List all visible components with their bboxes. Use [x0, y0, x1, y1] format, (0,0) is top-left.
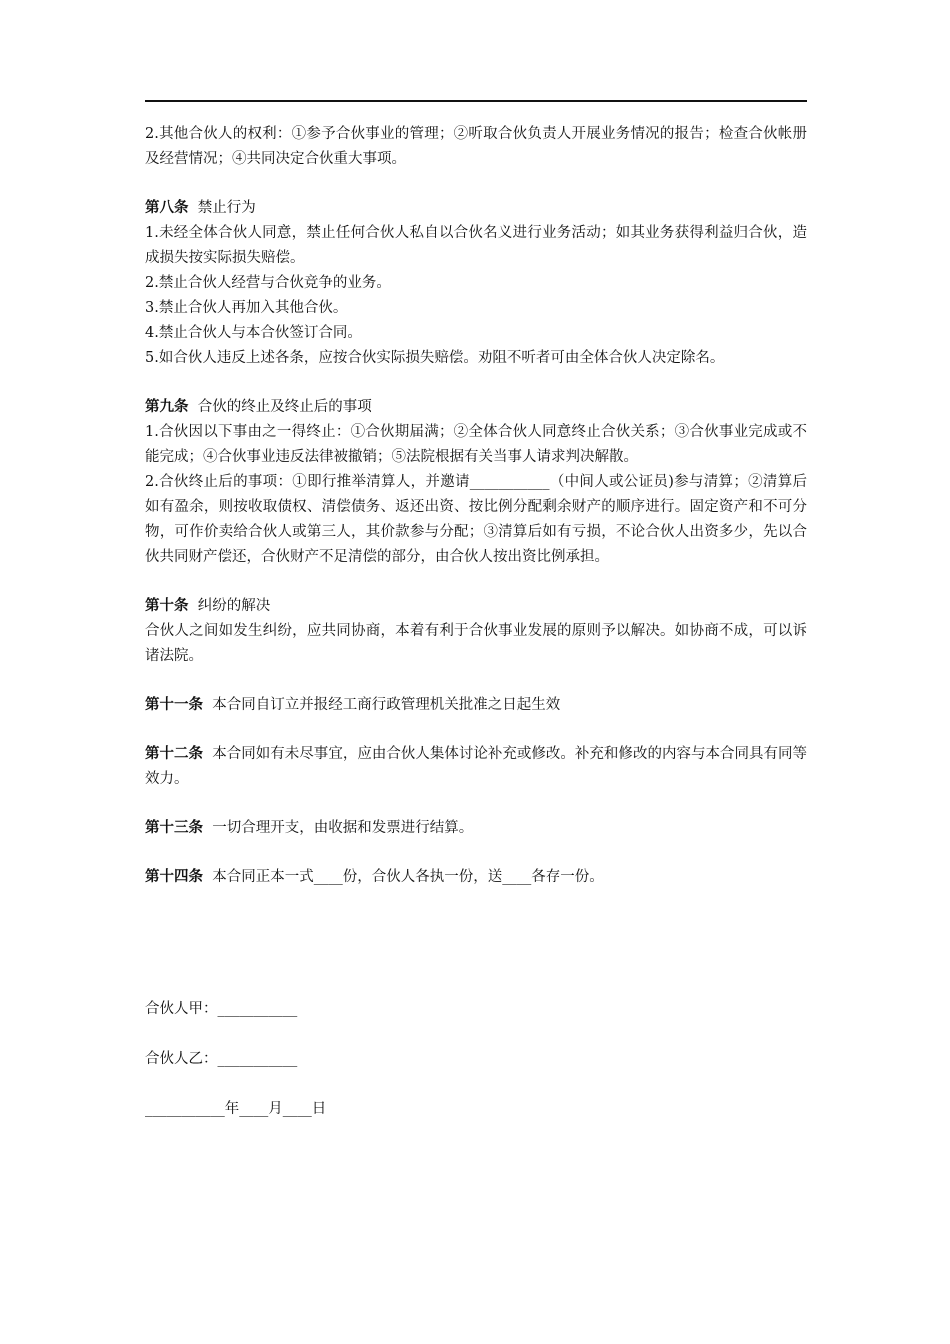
art14-text: 本合同正本一式____份，合伙人各执一份，送____各存一份。: [212, 869, 604, 885]
art13-label: 第十三条: [145, 819, 203, 836]
signature-party-a: 合伙人甲：___________: [145, 1001, 298, 1017]
art14-paragraph: [145, 864, 807, 890]
art12-paragraph: [145, 741, 807, 792]
art8-paragraph-2: 2.禁止合伙人经营与合伙竞争的业务。: [145, 275, 391, 291]
art8-paragraph-4: 4.禁止合伙人与本合伙签订合同。: [145, 325, 362, 341]
art11-paragraph: [145, 692, 807, 718]
art11-text: 本合同自订立并报经工商行政管理机关批准之日起生效: [212, 697, 561, 713]
art10-paragraph-1: 合伙人之间如发生纠纷，应共同协商，本着有利于合伙事业发展的原则予以解决。如协商不成，可以诉诸法院。: [145, 623, 807, 664]
signature-date: ___________年____月____日: [145, 1101, 327, 1117]
document-body: [145, 122, 807, 890]
art8-paragraph-1: 1.未经全体合伙人同意，禁止任何合伙人私自以合伙名义进行业务活动；如其业务获得利益归合伙，造成损失按实际损失赔偿。: [145, 225, 807, 266]
art8-title: 禁止行为: [197, 200, 256, 216]
art10-label: 第十条: [145, 597, 189, 614]
art9-title: 合伙的终止及终止后的事项: [197, 399, 372, 415]
art12-text: 本合同如有未尽事宜，应由合伙人集体讨论补充或修改。补充和修改的内容与本合同具有同等效力。: [145, 746, 808, 787]
art13-text: 一切合理开支，由收据和发票进行结算。: [212, 820, 474, 836]
art10-heading: [145, 593, 807, 619]
signature-party-b: 合伙人乙：___________: [145, 1051, 298, 1067]
art8-paragraph-5: 5.如合伙人违反上述各条，应按合伙实际损失赔偿。劝阻不听者可由全体合伙人决定除名。: [145, 350, 725, 366]
art10-title: 纠纷的解决: [197, 598, 271, 614]
art12-label: 第十二条: [145, 745, 204, 762]
art13-paragraph: [145, 815, 807, 841]
art11-label: 第十一条: [145, 696, 203, 713]
art9-paragraph-1: 1.合伙因以下事由之一得终止：①合伙期届满；②全体合伙人同意终止合伙关系；③合伙事业完成或不能完成；④合伙事业违反法律被撤销；⑤法院根据有关当事人请求判决解散。: [145, 424, 807, 465]
art9-heading: [145, 394, 807, 420]
art8-heading: [145, 195, 807, 221]
art14-label: 第十四条: [145, 868, 203, 885]
art8-label: 第八条: [145, 199, 189, 216]
art9-label: 第九条: [145, 398, 189, 415]
header-rule: [145, 100, 807, 102]
art9-paragraph-2: 2.合伙终止后的事项：①即行推举清算人，并邀请___________（中间人或公证员)参与清算；②清算后如有盈余，则按收取债权、清偿债务、返还出资、按比例分配剩余财产的顺序进行。固定资产和不可分物，可作价卖给合伙人或第三人，其价款参与分配；③清算后如有亏损，不论合伙人出资多少，先以合伙共同财产偿还，合伙财产不足清偿的部分，由合伙人按出资比例承担。: [145, 474, 807, 565]
art7-paragraph-2: 2.其他合伙人的权利：①参予合伙事业的管理；②听取合伙负责人开展业务情况的报告；检查合伙帐册及经营情况；④共同决定合伙重大事项。: [145, 126, 807, 167]
art8-paragraph-3: 3.禁止合伙人再加入其他合伙。: [145, 300, 348, 316]
